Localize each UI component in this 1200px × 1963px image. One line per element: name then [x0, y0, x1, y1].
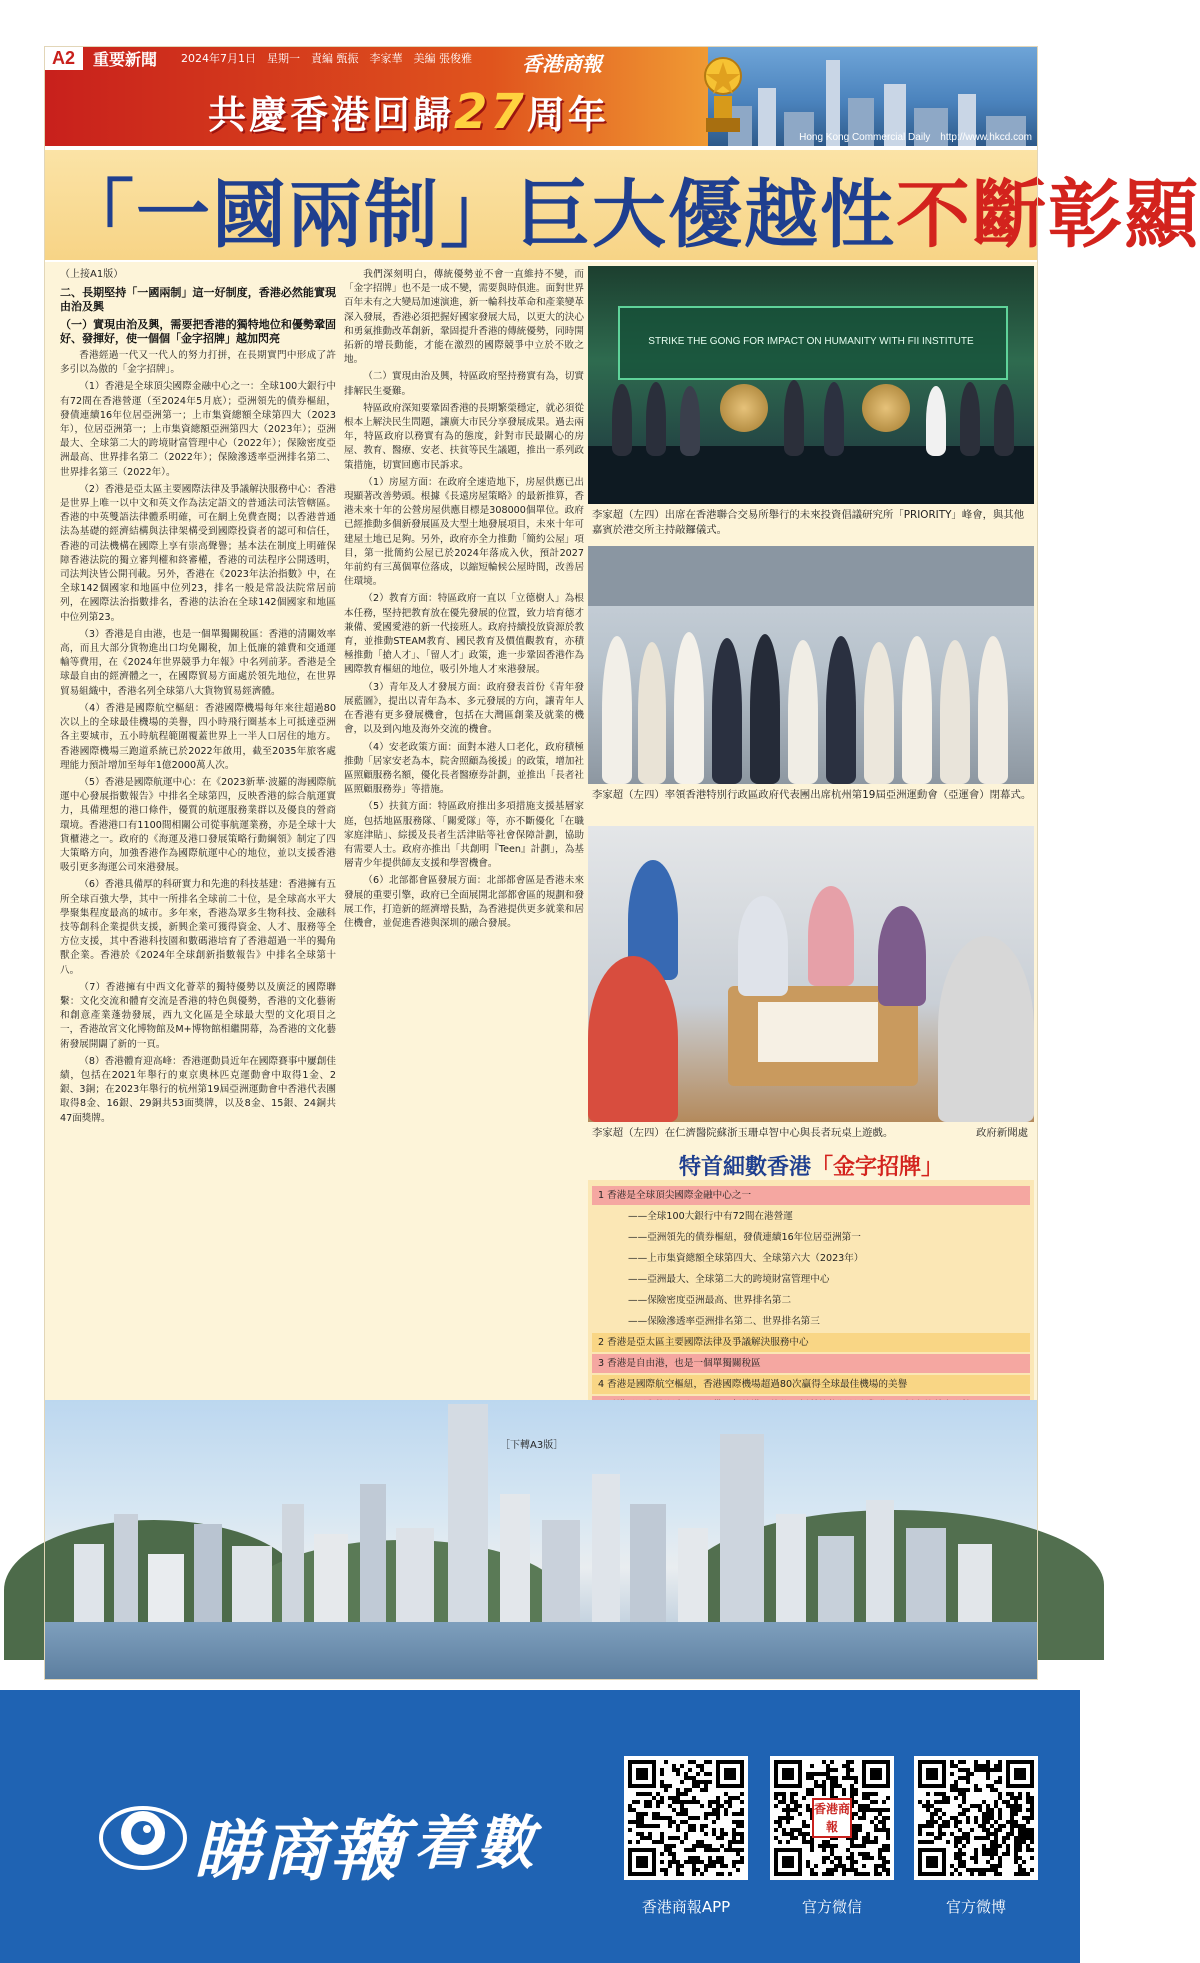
brand-mark-icon	[98, 1788, 188, 1878]
banner-suffix: 周年	[526, 93, 609, 137]
headline-part1: 「一國兩制」巨大優越性	[60, 172, 896, 258]
headline-part2: 不斷彰顯	[896, 172, 1200, 258]
article-paragraph: 我們深刻明白，傳統優勢並不會一直維持不變，而「金字招牌」也不是一成不變，需要與時俱進。面對世界百年未有之大變局加速演進，新一輪科技革命和產業變革深入發展，香港必須把握好國家發展大局，以更大的決心和勇氣推動改革創新，鞏固提升香港的傳統優勢，同時開拓新的增長動能，才能在激烈的國際競爭中立於不敗之地。	[344, 269, 584, 366]
box-item: ——亞洲最大、全球第二大的跨境財富管理中心	[628, 1274, 830, 1285]
box-title-highlight: 「金字招牌」	[811, 1155, 944, 1180]
date-line: 2024年7月1日 星期一 責編 甄振 李家華 美編 張俊雅	[181, 52, 473, 65]
box-item: ——亞洲領先的債券樞紐，發債連續16年位居亞洲第一	[628, 1232, 861, 1243]
box-item: 4 香港是國際航空樞紐，香港國際機場超過80次贏得全球最佳機場的美譽	[592, 1375, 1030, 1394]
article-paragraph: （8）香港體育迎高峰：香港運動員近年在國際賽事中屢創佳績，包括在2021年舉行的東京奧林匹克運動會中取得1金、2銀、3銅；在2023年舉行的杭州第19屆亞洲運動會中香港代表團取得8金、16銀、29銅共53面獎牌，以及8金、15銀、24銅共47面獎牌。	[60, 1055, 336, 1124]
qr-label-weibo: 官方微博	[945, 1898, 1006, 1916]
box-item: ——全球100大銀行中有72間在港營運	[628, 1211, 793, 1222]
article-paragraph: （二）實現由治及興，特區政府堅持務實有為，切實排解民生憂難。	[344, 371, 584, 397]
newspaper-logo: 香港商報	[522, 52, 602, 76]
qr-label-wechat: 官方微信	[801, 1898, 862, 1916]
article-paragraph: （5）扶貧方面：特區政府推出多項措施支援基層家庭，包括地區服務隊、「關愛隊」等，亦不斷優化「在職家庭津貼」、綜援及長者生活津貼等社會保障計劃，協助有需要人士。政府亦推出「共創明『Teen』計劃」，為基層青少年提供師友支援和學習機會。	[344, 801, 584, 870]
section2-title: 二、長期堅持「一國兩制」這一好制度，香港必然能實現由治及興	[60, 286, 336, 314]
continued-to: ［下轉A3版］	[500, 1440, 564, 1451]
qr-code-app[interactable]	[624, 1756, 748, 1880]
qr-code-wechat[interactable]	[770, 1756, 894, 1880]
page-frame	[44, 46, 1038, 1680]
photo1-caption: 李家超（左四）出席在香港聯合交易所舉行的未來投資倡議研究所「PRIORITY」峰會，與其他嘉賓於港交所主持敲鑼儀式。	[592, 509, 1025, 536]
qr-pattern-icon	[918, 1760, 1034, 1876]
section-name: 重要新聞	[93, 49, 158, 69]
article-paragraph: （5）香港是國際航運中心：在《2023新華·波羅的海國際航運中心發展指數報告》中排名全球第四，反映香港的綜合航運實力，具備理想的港口條件，優質的航運服務業群以及優良的營商環境。香港港口有1100間相關公司從事航運業務，亦是全球十大貨櫃港之一。政府的《海運及港口發展策略行動綱領》制定了四大策略方向，加強香港作為國際航運中心的地位，並以支援香港吸引更多海運公司來港發展。	[60, 776, 336, 874]
qr-pattern-icon	[628, 1760, 744, 1876]
article-paragraph: （6）香港具備厚的科研實力和先進的科技基建：香港擁有五所全球百強大學，其中一所排名全球前二十位，是全球高水平大學聚集程度最高的城市。多年來，香港為眾多生物科技、金融科技等創科企業提供支援，新興企業可獲得資金、人才、服務等全方位支援，其中香港科技園和數碼港培育了香港超過一半的獨角獸企業。香港於《2024年全球創新指數報告》中排名全球第十八。	[60, 879, 336, 976]
box-item: ——上市集資總額全球第四大、全球第六大（2023年）	[628, 1253, 864, 1264]
continued-from: （上接A1版）	[60, 269, 124, 280]
article-paragraph: （6）北部都會區發展方面：北部都會區是香港未來發展的重要引擎，政府已全面展開北部都會區的規劃和發展工作，打造新的經濟增長點，為香港提供更多就業和居住機會，並促進香港與深圳的融合發展。	[344, 875, 584, 929]
qr-code-weibo[interactable]	[914, 1756, 1038, 1880]
article-paragraph: （4）香港是國際航空樞紐：香港國際機場每年來往超過80次以上的全球最佳機場的美譽，四小時飛行圈基本上可抵達亞洲各主要城市，五小時航程範圍覆蓋世界上一半人口居住的地方。香港國際機場三跑道系統已於2022年啟用，截至2035年旅客處理能力預計增加至每年1億2000萬人次。	[60, 702, 336, 771]
box-item: ——保險滲透率亞洲排名第二、世界排名第三	[628, 1316, 820, 1327]
box-item: 2 香港是亞太區主要國際法律及爭議解決服務中心	[592, 1333, 1030, 1352]
photo-credit: 政府新聞處	[976, 1127, 1028, 1139]
article-paragraph: （1）香港是全球頂尖國際金融中心之一：全球100大銀行中有72間在香港營運（至2024年5月底）；亞洲領先的債券樞紐，發債連續16年位居亞洲第一；上市集資總額全球第四大（2023年），位居亞洲第一；上市集資總額亞洲第四大（2023年）；亞洲最大、全球第二大的跨境財富管理中心（2022年）；保險密度亞洲最高、世界排名第二（2022年）；保險滲透率亞洲排名第二、世界排名第三（2022年）。	[60, 381, 336, 478]
qr-logo: 香港商報	[812, 1798, 852, 1838]
photo2-caption: 李家超（左四）率領香港特別行政區政府代表團出席杭州第19屆亞洲運動會（亞運會）閉幕式。	[592, 789, 1032, 801]
page-number: A2	[44, 46, 83, 70]
article-paragraph: （4）安老政策方面：面對本港人口老化，政府積極推動「居家安老為本，院舍照顧為後援」的政策，增加社區照顧服務名額，優化長者醫療券計劃，並推出「長者社區照顧服務券」等措施。	[344, 741, 584, 796]
box-item: 1 香港是全球頂尖國際金融中心之一	[592, 1186, 1030, 1205]
article-paragraph: 特區政府深知要鞏固香港的長期繁榮穩定，就必須從根本上解決民生問題，讓廣大市民分享發展成果。過去兩年，特區政府以務實有為的態度，針對市民最關心的房屋、教育、醫療、安老、扶貧等民生議題，推出一系列政策措施，切實回應市民訴求。	[344, 402, 584, 471]
qr-label-app: 香港商報APP	[641, 1898, 731, 1916]
article-paragraph: （1）房屋方面：在政府全速造地下，房屋供應已出現顯著改善勢頭。根據《長遠房屋策略》的最新推算，香港未來十年的公營房屋供應目標是308000個單位。政府已經推動多個新發展區及大型土地發展項目，未來十年可建屋土地已足夠。另外，政府亦全力推動「簡約公屋」項目，第一批簡約公屋已於2024年落成入伙，預計2027年前約有三萬個單位落成，以縮短輪候公屋時間，改善居住環境。	[344, 476, 584, 588]
article-paragraph: （2）教育方面：特區政府一直以「立德樹人」為根本任務，堅持把教育放在優先發展的位置，致力培育德才兼備、愛國愛港的新一代接班人。政府持續投放資源於教育，並推動STEAM教育、國民教育及價值觀教育，亦積極推動「搶人才」、「留人才」政策，進一步鞏固香港作為國際教育樞紐的地位，吸引外地人才來港發展。	[344, 593, 584, 676]
photo3-caption-text: 李家超（左四）在仁濟醫院蘇浙玉珊卓智中心與長者玩桌上遊戲。	[592, 1127, 894, 1139]
article-paragraph: （3）香港是自由港，也是一個單獨關稅區：香港的清關效率高，而且大部分貨物進出口均免關稅，加上低廉的雜費和交通運輸等費用，在《2024年世界競爭力年報》中名列前茅。香港是全球最自由的經濟體之一，在國際貿易方面處於領先地位，在世界貿易組織中，香港名列全球第八大貨物貿易經濟體。	[60, 628, 336, 697]
box-item: 3 香港是自由港，也是一個單獨關稅區	[592, 1354, 1030, 1373]
box-title-prefix: 特首細數香港	[678, 1155, 811, 1180]
article-paragraph: （3）青年及人才發展方面：政府發表首份《青年發展藍圖》，提出以青年為本、多元發展的方向，讓青年人在香港有更多發展機會，包括在大灣區創業及就業的機會，以及到內地及海外交流的機會。	[344, 681, 584, 736]
box-item: ——保險密度亞洲最高、世界排名第二	[628, 1295, 792, 1306]
subsection1-title: （一）實現由治及興，需要把香港的獨特地位和優勢鞏固好、發揮好，使一個個「金字招牌」越加閃亮	[60, 317, 336, 345]
article-paragraph: （7）香港擁有中西文化薈萃的獨特優勢以及廣泛的國際聯繫：文化交流和體育交流是香港的特色與優勢，香港的文化藝術和創意產業蓬勃發展，西九文化區是全球最大型的文化項目之一，香港故宮文化博物館及M+博物館相繼開幕，為香港的文化藝術發展開闢了新的一頁。	[60, 981, 336, 1050]
banner-prefix: 共慶香港回歸	[208, 93, 455, 137]
screen-text: STRIKE THE GONG FOR IMPACT ON HUMANITY WITH FII INSTITUTE	[648, 336, 974, 347]
article-paragraph: （2）香港是亞太區主要國際法律及爭議解決服務中心：香港是世界上唯一以中文和英文作為法定語文的普通法司法管轄區。香港的中英雙語法律體系明確，可在網上免費查閱；以香港普通法為基礎的經濟結構與法律架構受到國際投資者的認可和信任，香港的司法機構在國際上享有崇高聲譽；基本法在制度上明確保障香港法院的獨立審判權和終審權，香港的司法程序公開透明，司法判決皆公開刊載。另外，香港在《2023年法治指數》中，在全球142個國家和地區中位列23，排名一般是常設法院常居前列，在國際法治指數排名，香港的法治在全球142個國家和地區中位列第23。	[60, 483, 336, 623]
brand-name: 睇商報	[194, 1812, 398, 1890]
article-paragraph: 香港經過一代又一代人的努力打拼，在長期實門中形成了許多引以為傲的「金字招牌」。	[60, 350, 336, 376]
brand-tagline: 有着數	[352, 1809, 539, 1877]
banner-number: 27	[454, 84, 527, 140]
paper-name: Hong Kong Commercial Daily http://www.hkcd.com	[799, 132, 1032, 143]
